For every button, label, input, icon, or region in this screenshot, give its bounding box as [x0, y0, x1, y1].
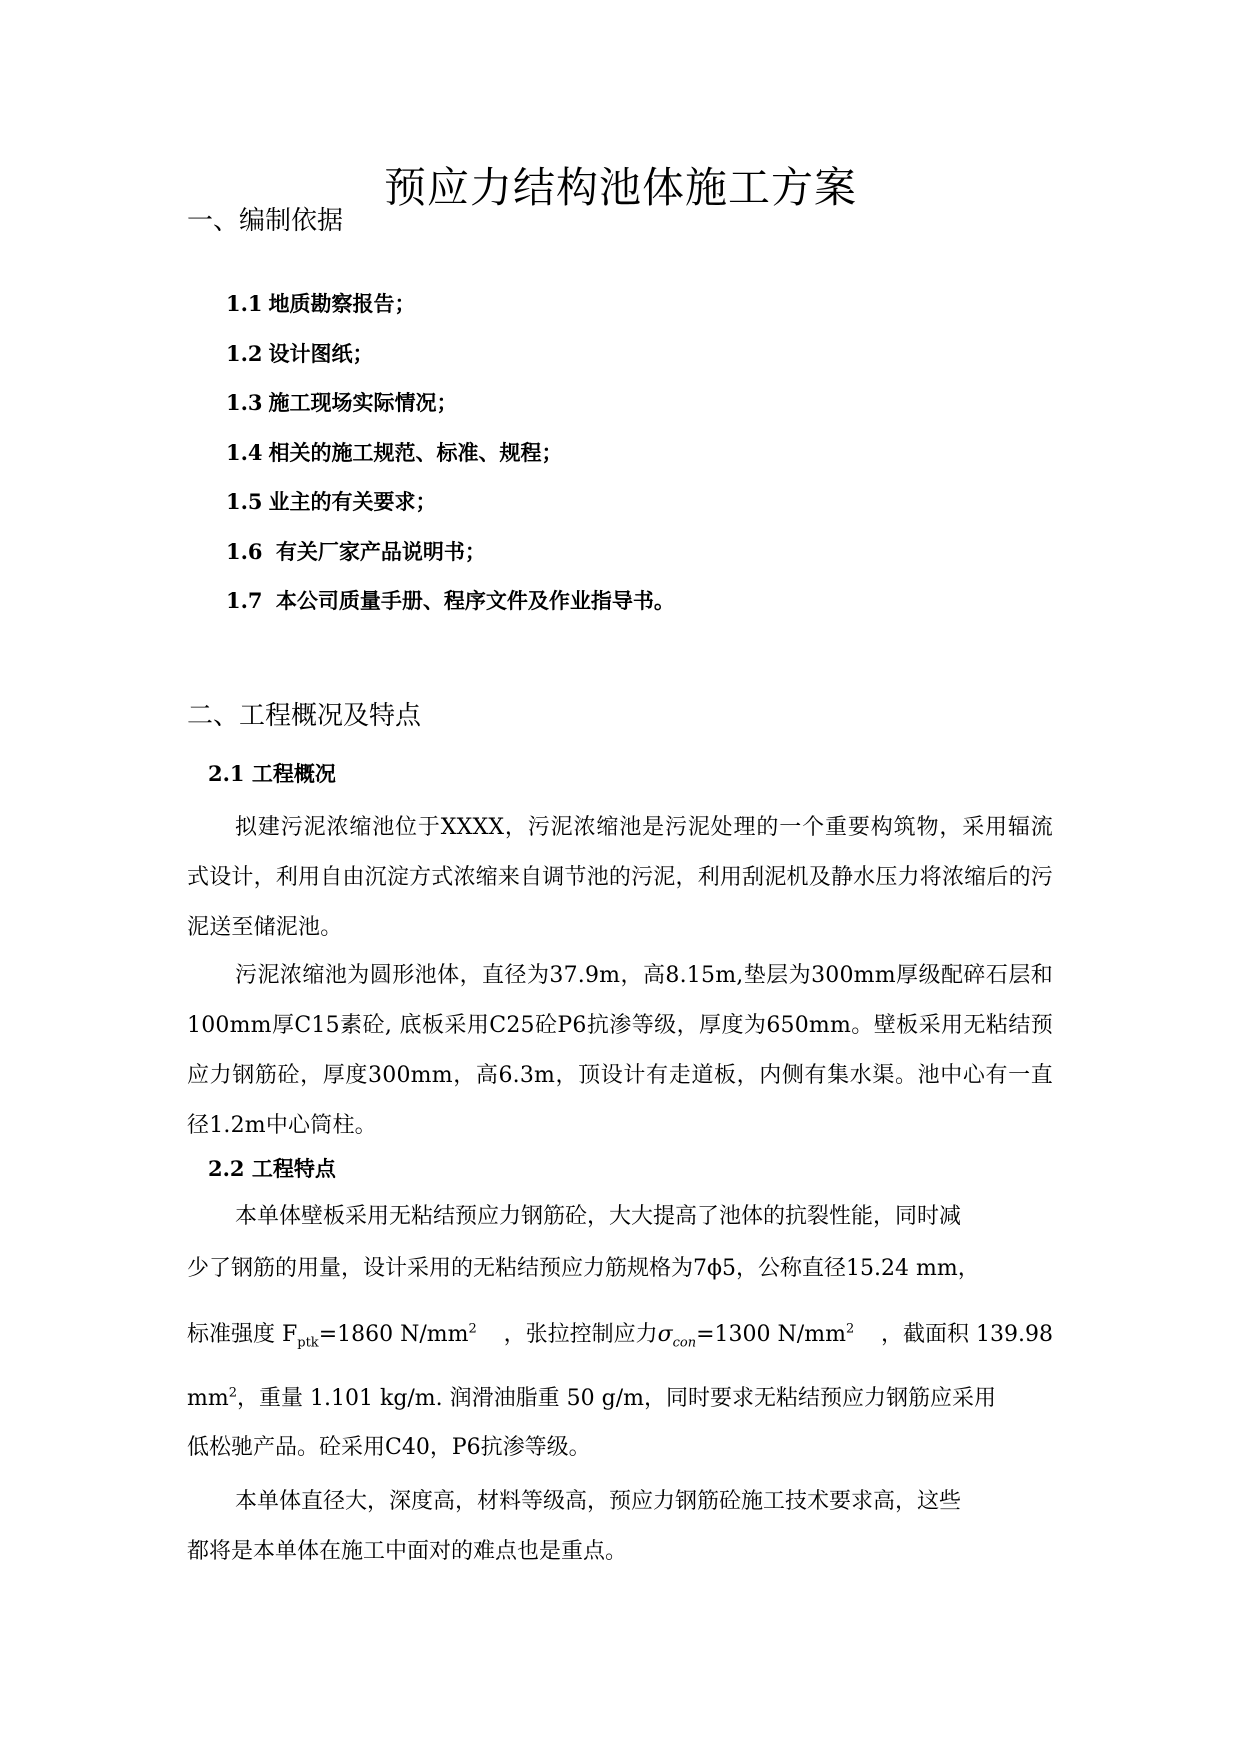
stress-label: ，张拉控制应力 [503, 1322, 658, 1347]
stress-value: =1300 N/mm [696, 1322, 846, 1347]
list-item [226, 437, 675, 487]
list-item-text: 设计图纸； [268, 340, 374, 366]
subsection-heading-overview: 2.1 工程概况 [208, 761, 336, 786]
subscript-con: con [672, 1335, 697, 1351]
superscript-2: 2 [468, 1321, 477, 1337]
features-line-6: 本单体直径大，深度高，材料等级高，预应力钢筋砼施工技术要求高，这些 [235, 1489, 962, 1514]
features-line-2: 少了钢筋的用量，设计采用的无粘结预应力筋规格为7ϕ5，公称直径15.24 mm， [187, 1256, 980, 1281]
document-title: 预应力结构池体施工方案 [383, 163, 857, 212]
list-item-text: 本公司质量手册、程序文件及作业指导书。 [268, 588, 675, 613]
list-item [226, 486, 675, 536]
list-item [226, 338, 675, 388]
features-line-3 [187, 1315, 1053, 1355]
list-item-text: 业主的有关要求； [268, 489, 437, 514]
area-text: ，截面积 139.98 [881, 1322, 1053, 1347]
list-item-number: 1.1 [226, 291, 263, 316]
list-item [226, 387, 675, 437]
formula-text [187, 1315, 477, 1355]
section-heading-basis: 一、编制依据 [187, 206, 344, 236]
list-item-number: 1.7 [226, 588, 263, 613]
formula-text [504, 1315, 855, 1355]
list-item-number: 1.2 [226, 340, 263, 366]
subsection-heading-features: 2.2 工程特点 [208, 1156, 336, 1181]
basis-list [226, 288, 675, 635]
overview-paragraph-2: 污泥浓缩池为圆形池体，直径为37.9m，高8.15m,垫层为300mm厚级配碎石层和100mm厚C15素砼, 底板采用C25砼P6抗渗等级，厚度为650mm。壁板采用无粘结预应力钢筋砼，厚度300mm，高6.3m，顶设计有走道板，内侧有集水渠。池中心有一直径1.2m中心筒柱。 [187, 963, 1053, 1138]
overview-paragraph-1: 拟建污泥浓缩池位于XXXX，污泥浓缩池是污泥处理的一个重要构筑物，采用辐流式设计，利用自由沉淀方式浓缩来自调节池的污泥，利用刮泥机及静水压力将浓缩后的污泥送至储泥池。 [187, 815, 1053, 940]
features-line-7: 都将是本单体在施工中面对的难点也是重点。 [187, 1539, 628, 1564]
sigma-symbol: σ [657, 1322, 673, 1347]
unit-mm: mm [187, 1386, 229, 1411]
features-line-5: 低松驰产品。砼采用C40，P6抗渗等级。 [187, 1435, 591, 1460]
subscript-ptk: ptk [297, 1335, 319, 1351]
list-item [226, 585, 675, 635]
features-line-1: 本单体壁板采用无粘结预应力钢筋砼，大大提高了池体的抗裂性能，同时减 [235, 1204, 962, 1229]
list-item-number: 1.5 [226, 489, 263, 514]
formula-text [187, 1379, 996, 1419]
list-item-text: 地质勘察报告； [268, 291, 416, 316]
list-item [226, 536, 675, 586]
list-item-number: 1.4 [226, 439, 263, 465]
list-item-text: 施工现场实际情况； [268, 390, 458, 415]
superscript-2: 2 [845, 1321, 855, 1337]
list-item-text: 相关的施工规范、标准、规程； [268, 439, 563, 465]
list-item [226, 288, 675, 338]
superscript-2: 2 [228, 1385, 238, 1401]
weight-text: ，重量 1.101 kg/m. 润滑油脂重 50 g/m，同时要求无粘结预应力钢筋应采用 [237, 1386, 996, 1411]
strength-value: =1860 N/mm [318, 1322, 469, 1347]
features-line-4 [187, 1379, 1053, 1419]
list-item-text: 有关厂家产品说明书； [268, 538, 486, 564]
list-item-number: 1.3 [226, 390, 263, 415]
strength-label: 标准强度 F [187, 1322, 298, 1347]
list-item-number: 1.6 [226, 538, 263, 564]
section-heading-overview: 二、工程概况及特点 [187, 701, 422, 731]
